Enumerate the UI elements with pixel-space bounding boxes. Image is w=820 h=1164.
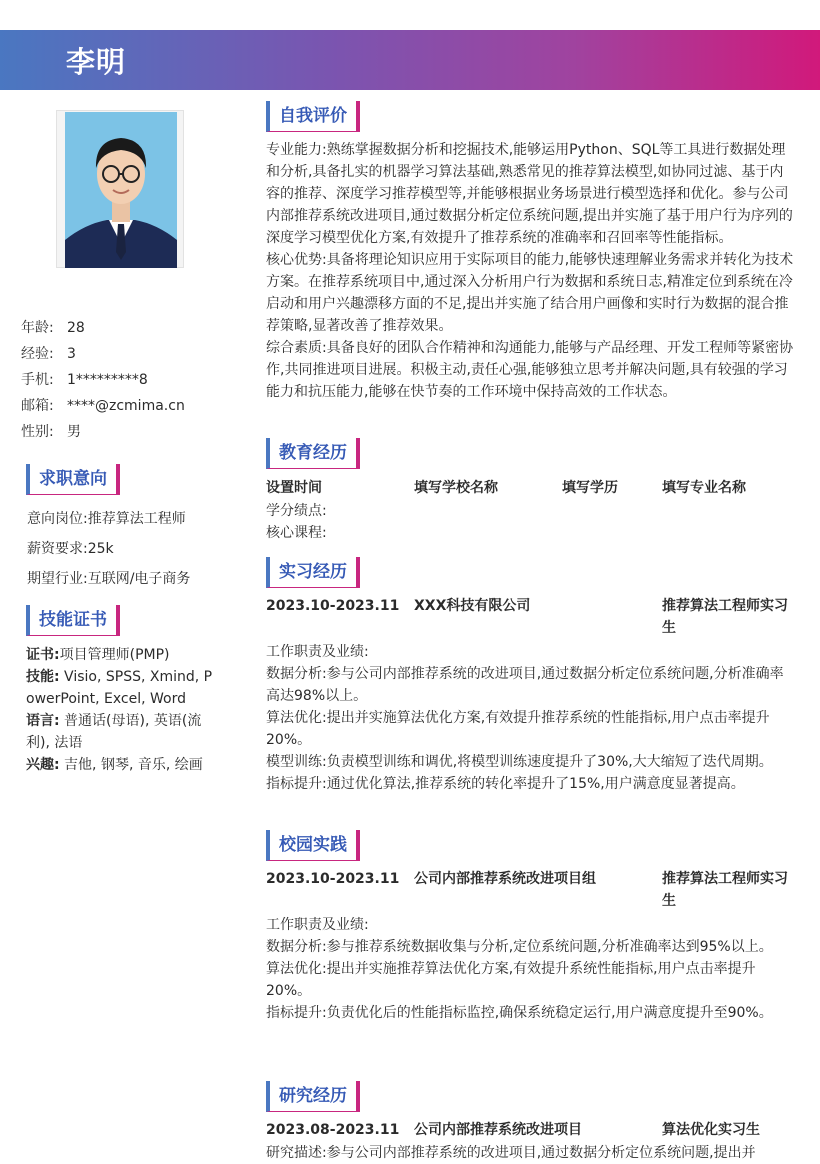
portrait-image	[65, 112, 177, 268]
education-details	[266, 500, 796, 544]
skill-languages: 语言: 普通话(母语), 英语(流利), 法语	[26, 713, 202, 751]
campus-details	[266, 914, 796, 1024]
campus-line: 数据分析:参与推荐系统数据收集与分析,定位系统问题,分析准确率达到95%以上。	[266, 939, 773, 955]
campus-org: 公司内部推荐系统改进项目组	[414, 871, 596, 887]
skill-certificate: 证书:项目管理师(PMP)	[26, 647, 170, 663]
basic-info-experience: 经验: 3	[21, 346, 76, 362]
section-title-research: 研究经历	[266, 1081, 360, 1112]
research-date: 2023.08-2023.11	[266, 1122, 400, 1138]
basic-info	[21, 318, 221, 448]
internship-role: 推荐算法工程师实习生	[662, 598, 788, 636]
internship-details	[266, 641, 796, 795]
section-title-skills: 技能证书	[26, 605, 120, 636]
section-title-intent: 求职意向	[26, 464, 120, 495]
self-eval-paragraph: 核心优势:具备将理论知识应用于实际项目的能力,能够快速理解业务需求并转化为技术方案。在推荐系统项目中,通过深入分析用户行为数据和系统日志,精准定位到系统在冷启动和用户兴趣漂移方面的不足,提出并实施了结合用户画像和实时行为数据的混合推荐策略,显著改善了推荐效果。	[266, 252, 794, 334]
internship-company: XXX科技有限公司	[414, 598, 531, 614]
intent-salary: 薪资要求:25k	[27, 541, 114, 557]
section-title-education: 教育经历	[266, 438, 360, 469]
section-title-internship: 实习经历	[266, 557, 360, 588]
campus-date: 2023.10-2023.11	[266, 871, 400, 887]
intent-list	[27, 508, 217, 598]
intent-position: 意向岗位:推荐算法工程师	[27, 511, 186, 527]
education-gpa: 学分绩点:	[266, 503, 327, 519]
internship-line: 工作职责及业绩:	[266, 644, 369, 660]
self-eval-paragraph: 专业能力:熟练掌握数据分析和挖掘技术,能够运用Python、SQL等工具进行数据处理和分析,具备扎实的机器学习算法基础,熟悉常见的推荐算法模型,如协同过滤、基于内容的推荐、深度学习推荐模型等,并能够根据业务场景进行模型选择和优化。参与公司内部推荐系统改进项目,通过数据分析定位系统问题,提出并实施了基于用户行为序列的深度学习模型优化方案,有效提升了推荐系统的准确率和召回率等性能指标。	[266, 142, 793, 246]
header-banner	[0, 30, 820, 90]
basic-info-age: 年龄: 28	[21, 320, 85, 336]
education-time: 设置时间	[266, 480, 322, 496]
skill-hobbies: 兴趣: 吉他, 钢琴, 音乐, 绘画	[26, 757, 203, 773]
campus-line: 指标提升:负责优化后的性能指标监控,确保系统稳定运行,用户满意度提升至90%。	[266, 1005, 773, 1021]
candidate-name: 李明	[66, 45, 127, 79]
internship-date: 2023.10-2023.11	[266, 598, 400, 614]
basic-info-phone: 手机: 1*********8	[21, 372, 148, 388]
education-school: 填写学校名称	[414, 480, 498, 496]
education-header	[266, 477, 796, 499]
education-degree: 填写学历	[562, 480, 618, 496]
research-project: 公司内部推荐系统改进项目	[414, 1122, 582, 1138]
section-title-campus: 校园实践	[266, 830, 360, 861]
section-title-self-eval: 自我评价	[266, 101, 360, 132]
profile-photo	[56, 110, 184, 268]
basic-info-email: 邮箱: ****@zcmima.cn	[21, 398, 185, 414]
research-details	[266, 1142, 796, 1164]
self-eval-paragraph: 综合素质:具备良好的团队合作精神和沟通能力,能够与产品经理、开发工程师等紧密协作,共同推进项目进展。积极主动,责任心强,能够独立思考并解决问题,具有较强的学习能力和抗压能力,能够在快节奏的工作环境中保持高效的工作状态。	[266, 340, 794, 400]
internship-line: 指标提升:通过优化算法,推荐系统的转化率提升了15%,用户满意度显著提高。	[266, 776, 745, 792]
campus-role: 推荐算法工程师实习生	[662, 871, 788, 909]
education-courses: 核心课程:	[266, 525, 327, 541]
campus-line: 算法优化:提出并实施推荐算法优化方案,有效提升系统性能指标,用户点击率提升20%。	[266, 961, 756, 999]
research-role: 算法优化实习生	[662, 1122, 760, 1138]
skills-list	[26, 644, 216, 776]
research-description: 研究描述:参与公司内部推荐系统的改进项目,通过数据分析定位系统问题,提出并	[266, 1145, 756, 1161]
education-major: 填写专业名称	[662, 480, 746, 496]
skill-tools: 技能: Visio, SPSS, Xmind, PowerPoint, Excel, Word	[26, 669, 213, 707]
internship-line: 数据分析:参与公司内部推荐系统的改进项目,通过数据分析定位系统问题,分析准确率高达98%以上。	[266, 666, 784, 704]
internship-line: 模型训练:负责模型训练和调优,将模型训练速度提升了30%,大大缩短了迭代周期。	[266, 754, 773, 770]
basic-info-gender: 性别: 男	[21, 424, 81, 440]
campus-line: 工作职责及业绩:	[266, 917, 369, 933]
self-eval-text	[266, 139, 796, 403]
internship-line: 算法优化:提出并实施算法优化方案,有效提升推荐系统的性能指标,用户点击率提升20%。	[266, 710, 770, 748]
intent-industry: 期望行业:互联网/电子商务	[27, 571, 191, 587]
